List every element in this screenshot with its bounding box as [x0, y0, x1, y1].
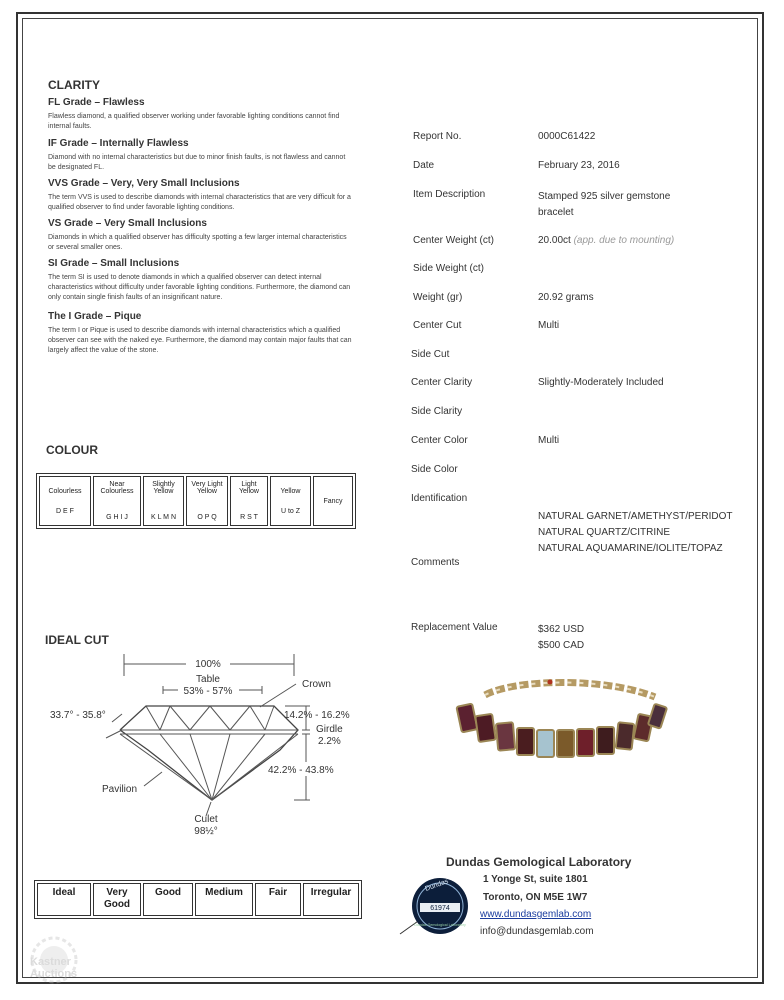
grade-i: [48, 311, 353, 356]
pavilion-label: Pavilion: [102, 784, 138, 795]
ideal-cut-section: [45, 633, 109, 647]
report-value: Slightly-Moderately Included: [538, 377, 664, 388]
facet: [170, 706, 190, 730]
grade-vs: [48, 218, 353, 253]
colour-name: Slightly Yellow: [152, 481, 175, 495]
facet: [230, 706, 250, 730]
report-label: Item Description: [413, 189, 486, 200]
colour-letters: O P Q: [197, 514, 217, 521]
report-label: Report No.: [413, 131, 462, 142]
colour-letters: D E F: [56, 507, 74, 515]
lab-name: Dundas Gemological Laboratory: [446, 855, 632, 869]
seal-text: Dundas Gemological Laboratory: [414, 923, 466, 927]
table-label: Table: [196, 674, 220, 685]
pointer-line: [144, 772, 162, 786]
facet: [190, 706, 210, 730]
cut-grade-table: [34, 880, 362, 919]
colour-table: [36, 473, 356, 529]
report-label: Center Color: [411, 435, 468, 446]
crown-label: Crown: [302, 679, 331, 690]
grade-if: [48, 138, 353, 173]
colour-letters: U to Z: [280, 507, 301, 515]
cut-grade-cell: Medium: [195, 883, 253, 916]
report-label: Date: [413, 160, 435, 171]
bracelet-stone: [616, 722, 635, 750]
replacement-usd: $362 USD: [538, 624, 585, 635]
girdle-label: Girdle: [316, 724, 343, 735]
identification-list: [538, 509, 732, 557]
watermark-text: Kastner Auctions: [30, 956, 78, 980]
lab-address-1: 1 Yonge St, suite 1801: [483, 874, 588, 885]
colour-name: Near Colourless: [100, 481, 134, 495]
report-value: Multi: [538, 320, 560, 331]
report-value: 0000C61422: [538, 131, 596, 142]
cut-grade-cell: Irregular: [303, 883, 359, 916]
report-label: Side Clarity: [411, 406, 463, 417]
bracelet-stone: [577, 729, 594, 756]
bracelet-stone: [557, 730, 574, 757]
facet: [212, 734, 230, 800]
grade-title: VS Grade – Very Small Inclusions: [48, 218, 207, 229]
colour-cell: [230, 476, 268, 526]
colour-name: Colourless: [48, 487, 82, 495]
report-value: Stamped 925 silver gemstone bracelet: [538, 191, 671, 218]
comments-label: Comments: [411, 557, 460, 568]
bracelet-stone: [496, 722, 515, 750]
bracelet-stone: [517, 728, 534, 755]
grade-desc: Flawless diamond, a qualified observer working under favorable lighting conditions cannot find internal faults.: [48, 113, 340, 130]
width-label: 100%: [195, 659, 221, 670]
bracelet-stone: [456, 704, 477, 733]
colour-heading: COLOUR: [46, 443, 98, 457]
grade-fl: [48, 97, 353, 132]
crown-angle: 33.7° - 35.8°: [50, 710, 106, 721]
report-value: February 23, 2016: [538, 160, 620, 171]
report-label: Side Cut: [411, 349, 450, 360]
facet: [160, 734, 212, 800]
grade-si: [48, 258, 353, 303]
facet: [190, 734, 212, 800]
grade-title: VVS Grade – Very, Very Small Inclusions: [48, 178, 240, 189]
watermark-logo: [14, 930, 104, 990]
colour-cell: [39, 476, 91, 526]
grade-title: IF Grade – Internally Flawless: [48, 138, 189, 149]
report-label: Side Weight (ct): [413, 263, 484, 274]
bracelet-stone: [648, 704, 667, 729]
cut-grade-cell: Ideal: [37, 883, 91, 916]
lab-website-link[interactable]: www.dundasgemlab.com: [480, 909, 592, 920]
report-label: Identification: [411, 493, 468, 504]
grade-vvs: [48, 178, 353, 213]
facet: [265, 706, 274, 730]
table-range: 53% - 57%: [183, 686, 233, 697]
angle-marker: [106, 730, 122, 738]
seal-number: 61974: [430, 905, 450, 912]
culet-value: 98½°: [194, 826, 218, 837]
grade-desc: Diamonds in which a qualified observer has difficulty spotting a few larger internal characteristics or several smaller ones.: [48, 234, 347, 251]
facet: [250, 706, 265, 730]
report-label: Center Cut: [413, 320, 462, 331]
colour-letters: K L M N: [150, 514, 177, 521]
girdle-value: 2.2%: [318, 736, 341, 747]
lab-seal: [398, 874, 478, 944]
grade-title: FL Grade – Flawless: [48, 97, 145, 108]
replacement-label: Replacement Value: [411, 622, 498, 633]
ideal-cut-heading: IDEAL CUT: [45, 633, 109, 647]
lab-address-2: Toronto, ON M5E 1W7: [483, 892, 588, 903]
colour-name: Light Yellow: [239, 481, 259, 495]
colour-cell: [93, 476, 141, 526]
pointer-line: [260, 684, 296, 707]
crown-range: 14.2% - 16.2%: [284, 710, 350, 721]
colour-scale: [36, 473, 356, 529]
culet-label: Culet: [194, 814, 218, 825]
colour-name: Fancy: [323, 497, 343, 505]
pavilion-range: 42.2% - 43.8%: [268, 765, 334, 776]
center-weight-note: (app. due to mounting): [573, 235, 675, 246]
bracelet-stone: [597, 727, 614, 754]
bracelet-stone-small: [548, 680, 553, 685]
colour-cell: [270, 476, 311, 526]
colour-cell: [143, 476, 184, 526]
lab-email[interactable]: info@dundasgemlab.com: [480, 926, 594, 937]
report-label: Weight (gr): [413, 292, 463, 303]
replacement-cad: $500 CAD: [538, 640, 585, 651]
facet: [210, 706, 230, 730]
grade-desc: The term SI is used to denote diamonds in which a qualified observer can detect internal characteristics without difficulty under favorable lighting conditions. Furthermore, the diamond can only contain single finish faults of an insignificant nature.: [48, 274, 351, 301]
grade-desc: Diamond with no internal characteristics but due to minor finish faults, is not flawless and cannot be designated FL.: [48, 154, 346, 171]
report-value: Multi: [538, 435, 560, 446]
report-value: [538, 235, 674, 246]
identification-item: NATURAL QUARTZ/CITRINE: [538, 527, 671, 538]
cut-grade-scale: [34, 880, 362, 919]
center-weight-value: 20.00ct: [538, 235, 571, 246]
cut-grade-cell: Fair: [255, 883, 301, 916]
seal-title: Dundas: [424, 878, 450, 893]
colour-letters: G H I J: [106, 514, 128, 521]
diamond-proportions-diagram: [40, 650, 370, 840]
identification-item: NATURAL AQUAMARINE/IOLITE/TOPAZ: [538, 543, 723, 554]
colour-cell: [186, 476, 228, 526]
colour-letters: R S T: [240, 514, 258, 521]
replacement-value: [538, 622, 584, 654]
facet: [146, 706, 160, 730]
cut-grade-cell: Good: [143, 883, 193, 916]
angle-marker: [112, 714, 122, 722]
clarity-section: [48, 78, 100, 92]
report-label: Side Color: [411, 464, 458, 475]
identification-item: NATURAL GARNET/AMETHYST/PERIDOT: [538, 511, 733, 522]
grade-title: SI Grade – Small Inclusions: [48, 258, 180, 269]
report-label: Center Clarity: [411, 377, 473, 388]
bracelet-stone: [537, 730, 554, 757]
cut-grade-cell: Very Good: [93, 883, 141, 916]
bracelet-stone: [475, 714, 495, 742]
report-label: Center Weight (ct): [413, 235, 494, 246]
colour-cell: [313, 476, 353, 526]
colour-name: Very Light Yellow: [191, 481, 223, 495]
grade-title: The I Grade – Pique: [48, 311, 142, 322]
clarity-heading: CLARITY: [48, 78, 100, 92]
grade-desc: The term I or Pique is used to describe diamonds with internal characteristics which a qualified observer can see with the naked eye. Furthermore, the diamond may contain major faults that can largely affect the value of the stone.: [48, 327, 352, 354]
bracelet-photo: [455, 675, 670, 770]
report-value: 20.92 grams: [538, 292, 594, 303]
grade-desc: The term VVS is used to describe diamonds with internal characteristics that are very difficult for a qualified observer to find under favorable lighting conditions.: [48, 194, 351, 211]
colour-name: Yellow: [280, 487, 301, 495]
colour-section: [46, 443, 98, 457]
facet: [160, 706, 170, 730]
